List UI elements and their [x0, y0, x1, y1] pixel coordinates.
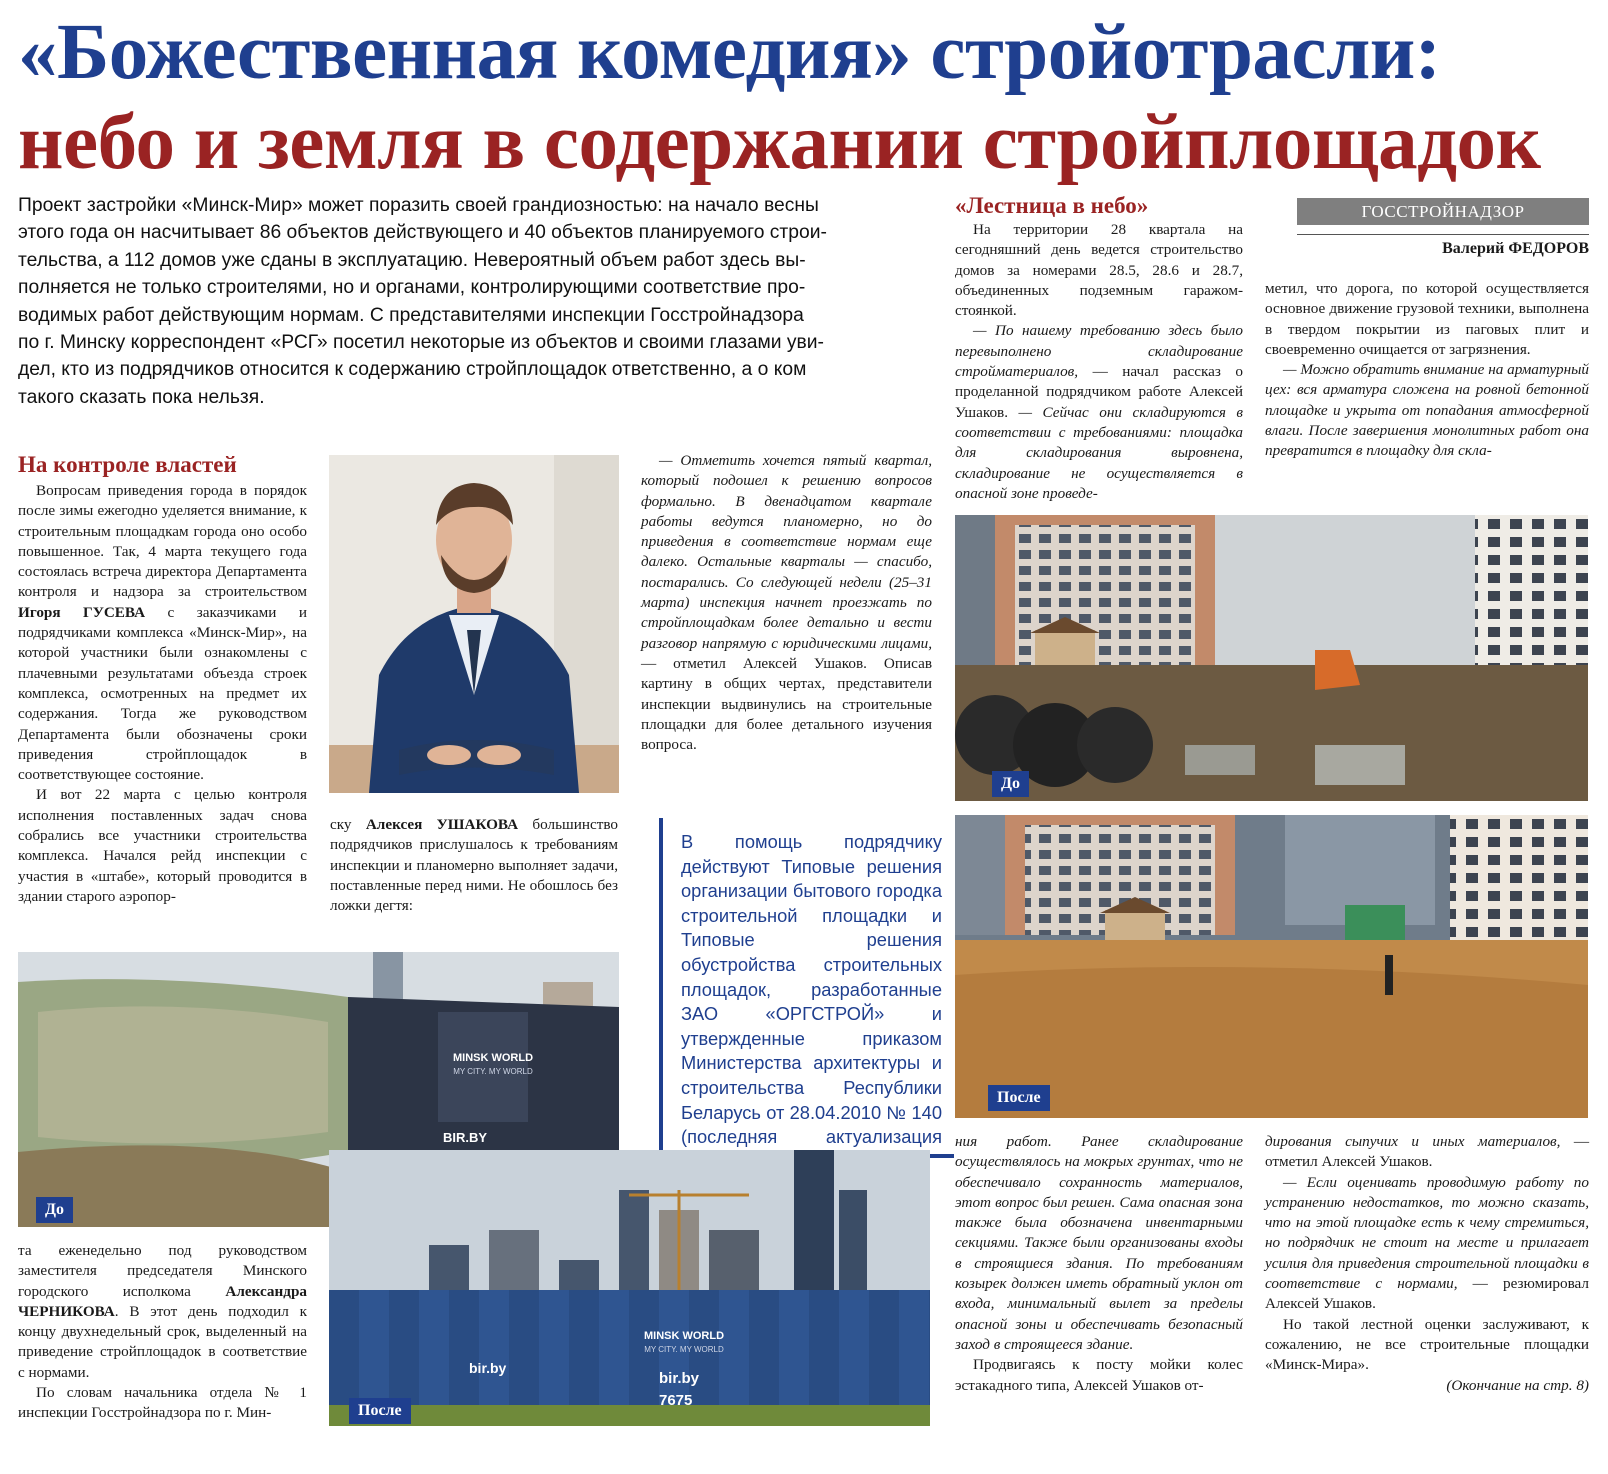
paragraph: ску Алексея УШАКОВА большинство подрядчиков прислушалось к требованиям инспекции и планомерно выполняет задачи, поставленные перед ними. Не обошлось без ложки дегтя: [330, 816, 618, 915]
fence-tagline: MY CITY. MY WORLD [453, 1067, 533, 1076]
paragraph: — Можно обратить внимание на арматурный цех: вся арматура сложена на ровной бетонной площадке и укрыта от попадания атмосферной влаги. После завершения монолитных работ она превратится в площадку для скла- [1265, 361, 1589, 460]
paragraph: И вот 22 марта с целью контроля исполнения поставленных задач снова собрались все участники строительства комплекса. Начался рейд инспекции с участия в «штабе», который проводится в здании старого аэропор- [18, 786, 307, 905]
paragraph: Продвигаясь к посту мойки колес эстакадного типа, Алексей Ушаков от- [955, 1356, 1243, 1394]
headline-line-2: небо и земля в содержании стройплощадок [18, 99, 1541, 186]
paragraph: ния работ. Ранее складирование осуществлялось на мокрых грунтах, что не обеспечивало сохранность материалов, этот вопрос был решен. Сама опасная зона также была обозначена инвентарными секциями. Также были организованы входы в строящиеся здания. По требованиям козырек должен иметь обратный уклон от входа, минимальный вылет за пределы опасной зоны и обеспечивать безопасный заход в строящееся здание. [955, 1133, 1243, 1353]
callout-box: В помощь подрядчику действуют Типовые решения организации бытового городка строительной площадки и Типовые решения обустройства строительных площадок, разработанные ЗАО «ОРГСТРОЙ» и утвержденные приказом Министерства архитектуры и строительства Республики Беларусь от 28.04.2010 № 140 (последняя актуализация [659, 818, 954, 1158]
person-name: Алексея УШАКОВА [365, 816, 519, 833]
column-1-lower [18, 1241, 307, 1424]
lead-paragraph [18, 192, 952, 411]
person-name: Игоря ГУСЕВА [18, 603, 146, 621]
fence-tagline: MY CITY. MY WORLD [644, 1345, 724, 1354]
lead-line: этого года он насчитывает 86 объектов действующего и 40 объектов планируемого строи- [18, 222, 827, 244]
column-2 [330, 815, 618, 916]
paragraph: — Если оценивать проводимую работу по устранению недостатков, то можно сказать, что на этой площадке есть к чему стремиться, но подрядчик не стоит на месте и прилагает усилия для приведения строительной площадки в соответствие с нормами, — резюмировал Алексей Ушаков. [1265, 1173, 1589, 1313]
fence-brand: MINSK WORLD [452, 1052, 534, 1064]
before-site-illustration [955, 515, 1588, 801]
photo-label-before: До [992, 771, 1029, 797]
fence-site: bir.by [469, 1360, 507, 1376]
after-fence-illustration [329, 1150, 930, 1426]
column-6-lower [1265, 1132, 1589, 1396]
lead-line: водимых работ действующим нормам. С представителями инспекции Госстройнадзора [18, 304, 804, 326]
headline-line-1: «Божественная комедия» стройотрасли: [18, 9, 1441, 96]
lead-line: такого сказать пока нельзя. [18, 386, 265, 408]
column-6-upper [1265, 279, 1589, 462]
portrait-illustration [329, 455, 619, 793]
paragraph: дирования сыпучих и иных материалов, — отметил Алексей Ушаков. [1265, 1133, 1590, 1171]
paragraph: — По нашему требованию здесь было перевыполнено складирование стройматериалов, — начал рассказ о проделанной подрядчиком работе Алексей Ушаков. — Сейчас они складируются в соответствии с требованиями: площадка для складирования выровнена, складирование не осуществляется в опасной зоне проведе- [955, 322, 1243, 502]
paragraph: Вопросам приведения города в порядок после зимы ежегодно уделяется внимание, к строительным площадкам города оно особо повышенное. Так, 4 марта текущего года состоялась встреча директора Департамента контроля и надзора за строительством Игоря ГУСЕВА с заказчиками и подрядчиками комплекса «Минск-Мир», на которой участники были ознакомлены с плачевными результатами объезда строек комплекса, осмотренных на предмет их содержания. Тогда же руководством Департамента были обозначены сроки приведения стройплощадок в соответствующее состояние. [18, 482, 307, 784]
before-site-photo [955, 515, 1588, 801]
lead-line: тельства, а 112 домов уже сданы в эксплуатацию. Невероятный объем работ здесь вы- [18, 249, 806, 271]
author-byline: Валерий ФЕДОРОВ [1442, 240, 1589, 257]
subhead-control: На контроле властей [18, 452, 237, 477]
subhead-stairway: «Лестница в небо» [955, 193, 1149, 218]
fence-site: BIR.BY [443, 1130, 488, 1145]
portrait-photo [329, 455, 619, 793]
fence-brand: MINSK WORLD [643, 1330, 725, 1342]
fence-phone: 7675 [659, 1392, 693, 1409]
photo-label-after: После [988, 1085, 1050, 1111]
column-5-upper [955, 220, 1243, 504]
paragraph: По словам начальника отдела № 1 инспекции Госстройнадзора по г. Мин- [18, 1384, 307, 1422]
paragraph: Но такой лестной оценки заслуживают, к сожалению, не все строительные площадки «Минск-Мира». [1265, 1315, 1589, 1374]
paragraph: На территории 28 квартала на сегодняшний день ведется строительство домов за номерами 28.5, 28.6 и 28.7, объединенных подземным гаражом-стоянкой. [955, 221, 1243, 320]
after-site-illustration [955, 815, 1588, 1118]
after-fence-photo [329, 1150, 930, 1426]
photo-label-before: До [36, 1197, 73, 1223]
lead-line: по г. Минску корреспондент «РСГ» посетил некоторые из объектов и своими глазами уви- [18, 332, 824, 354]
lead-line: Проект застройки «Минск-Мир» может поразить своей грандиозностью: на начало весны [18, 195, 819, 216]
paragraph: та еженедельно под руководством заместителя председателя Минского городского исполкома Александра ЧЕРНИКОВА. В этот день подходил к концу двухнедельный срок, выделенный на приведение стройплощадок в соответствие с нормами. [18, 1242, 308, 1381]
paragraph: — Отметить хочется пятый квартал, который подошел к решению вопросов формально. В двенадцатом квартале работы ведутся планомерно, но до приведения в соответствие нормам еще далеко. Остальные кварталы — спасибо, постарались. Со следующей недели (25–31 марта) инспекция начнет проезжать по стройплощадкам более детально и вести разговор напрямую с юридическими лицами, — отметил Алексей Ушаков. Описав картину в общих чертах, представители инспекции выдвинулись на строительные площадки для более детального изучения вопроса. [641, 452, 932, 754]
fence-site: bir.by [659, 1370, 700, 1387]
person-name: Александра ЧЕРНИКОВА [18, 1282, 308, 1320]
continued-note: (Окончание на стр. 8) [1446, 1376, 1589, 1394]
lead-line: полняется не только строителями, но и органами, контролирующими соответствие про- [18, 277, 806, 299]
column-5-lower [955, 1132, 1243, 1396]
column-1-upper [18, 481, 307, 907]
lead-line: дел, кто из подрядчиков относится к содержанию стройплощадок ответственно, а о ком [18, 359, 807, 381]
author-divider [1297, 234, 1589, 235]
after-site-photo [955, 815, 1588, 1118]
column-3 [641, 451, 932, 755]
section-rubric: ГОССТРОЙНАДЗОР [1297, 198, 1589, 225]
photo-label-after: После [349, 1398, 411, 1424]
paragraph: метил, что дорога, по которой осуществляется основное движение грузовой техники, выполнена в твердом покрытии из паговых плит и своевременно очищается от загрязнения. [1265, 280, 1589, 358]
